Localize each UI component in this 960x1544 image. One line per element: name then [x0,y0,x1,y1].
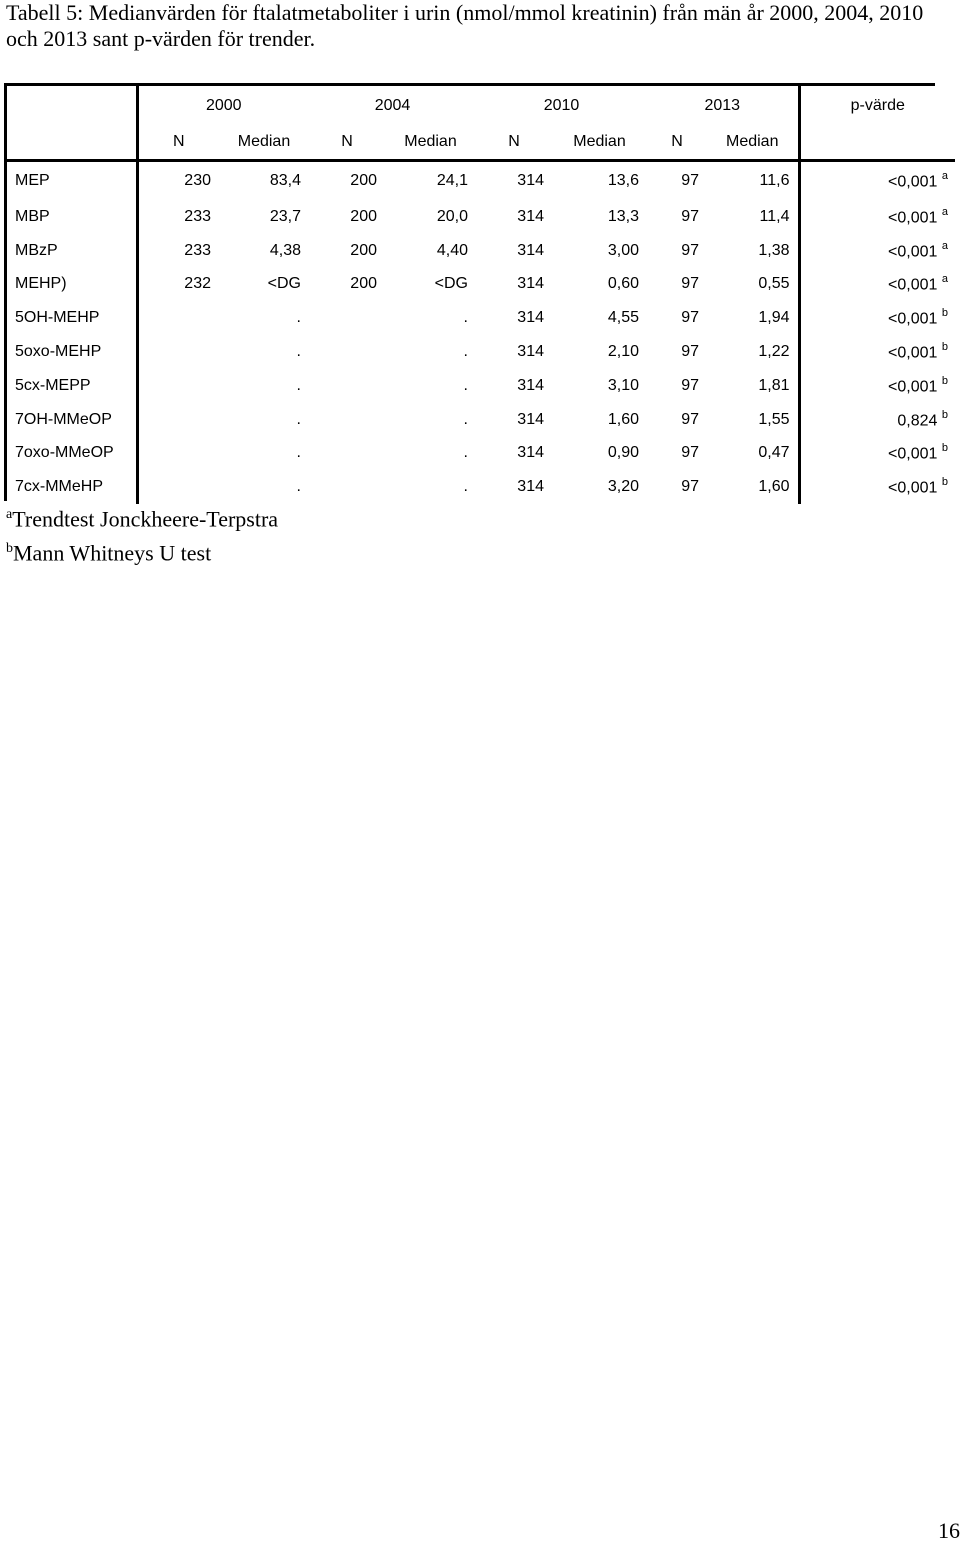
row-label: 7cx-MMeHP [7,470,137,504]
table-cell-m2013: 1,94 [758,309,790,327]
table-cell-n2004 [309,437,385,471]
p-value-cell [799,301,955,335]
table-cell-m2013: 11,4 [759,207,790,225]
p-value-footnote-mark: b [941,374,948,387]
table-cell-m2004: 20,0 [436,207,468,225]
table-cell-m2013: 11,6 [759,172,790,189]
table-cell-n2004 [309,369,385,403]
table-cell-m2013: 0,47 [758,444,790,462]
table-cell-m2013: 1,22 [758,343,790,361]
p-value-footnote-mark: b [941,408,948,421]
table-cell-m2000: . [296,444,301,462]
table-cell-n2013: 97 [681,376,699,394]
p-value-cell [799,437,955,471]
p-value: 0,824 [897,411,938,429]
table-cell-n2000 [137,437,219,471]
table-cell-m2013: 1,38 [758,241,790,259]
table-cell-m2013: 0,55 [758,275,790,293]
p-value: <0,001 [888,173,938,191]
row-label: MEHP) [7,268,137,302]
data-table [7,86,955,504]
table-cell-m2000: . [296,376,301,394]
table-cell-n2004: 200 [350,172,377,189]
table-cell-m2010: 13,3 [607,207,639,225]
table-cell-m2000: 83,4 [269,172,301,189]
table-row [7,268,955,302]
table-cell-n2013: 97 [681,275,699,293]
col-header-median: Median [707,125,799,161]
footnotes [6,500,278,569]
table-cell-m2013: 1,55 [758,410,790,428]
p-value: <0,001 [888,378,938,396]
table-cell-n2013: 97 [681,343,699,361]
table-cell-n2004 [309,335,385,369]
table-cell-n2010: 314 [517,343,544,361]
table-cell-m2010: 1,60 [607,410,639,428]
year-header-2004: 2004 [374,96,411,114]
table-cell-m2004: . [463,376,468,394]
p-value-footnote-mark: b [941,476,948,489]
row-label: MEP [7,161,137,201]
table-cell-n2004 [309,470,385,504]
row-label: MBP [7,200,137,234]
table-cell-n2000: 233 [184,207,211,225]
footnote-mark: b [6,541,13,557]
p-value-cell [799,470,955,504]
table-cell-n2010: 314 [517,410,544,428]
table-row [7,234,955,268]
p-value-cell [799,200,955,234]
col-header-n: N [476,125,552,161]
table-cell-m2010: 3,10 [607,376,639,394]
p-value-cell [799,403,955,437]
table-cell-m2004: 24,1 [436,172,468,189]
table-cell-m2004: . [463,478,468,496]
page-number: 16 [938,1518,960,1543]
footnote-mark: a [6,507,13,522]
year-header-row [7,86,955,125]
footnote-a [6,500,278,534]
table-cell-m2010: 2,10 [607,343,639,361]
p-value-cell [799,268,955,302]
col-header-n: N [309,125,385,161]
p-value-footnote-mark: a [941,169,948,182]
table-cell-m2004: <DG [434,275,468,293]
table-cell-m2000: 23,7 [269,207,301,225]
p-value-footnote-mark: b [941,340,948,353]
col-header-median: Median [552,125,647,161]
table-cell-m2000: . [296,478,301,496]
table-cell-n2000: 233 [184,241,211,259]
table-row [7,161,955,201]
table-cell-n2004: 200 [350,207,377,225]
table-cell-n2013: 97 [681,172,699,189]
table-cell-n2000: 230 [184,172,211,189]
table-row [7,301,955,335]
table-cell-n2010: 314 [517,309,544,327]
col-header-n: N [647,125,707,161]
p-value-footnote-mark: a [941,273,948,286]
table-caption: Tabell 5: Medianvärden för ftalatmetaboliter i urin (nmol/mmol kreatinin) från män år 2000, 2004, 2010 och 2013 sant p-värden för trender. [6,0,924,51]
table-cell-m2000: . [296,343,301,361]
table-cell-n2013: 97 [681,309,699,327]
table-cell-n2000 [137,403,219,437]
table-cell-m2010: 3,00 [607,241,639,259]
table-cell-m2010: 3,20 [607,478,639,496]
p-value-footnote-mark: a [941,205,948,218]
row-label: 5cx-MEPP [7,369,137,403]
p-value-footnote-mark: b [941,307,948,320]
row-label: 5oxo-MEHP [7,335,137,369]
p-value: <0,001 [888,310,938,328]
table-cell-m2010: 13,6 [607,172,639,189]
table-row [7,335,955,369]
row-label: 7oxo-MMeOP [7,437,137,471]
footnote-b [6,534,278,568]
table-cell-n2013: 97 [681,241,699,259]
year-header-2013: 2013 [704,96,741,114]
p-value-header: p-värde [799,86,955,125]
table-cell-n2004: 200 [350,275,377,293]
table-cell-m2004: . [463,343,468,361]
col-header-median: Median [385,125,476,161]
row-label: MBzP [7,234,137,268]
table-cell-n2013: 97 [681,444,699,462]
table-cell-m2004: . [463,309,468,327]
p-value-cell [799,335,955,369]
table-cell-n2010: 314 [517,376,544,394]
table-row [7,200,955,234]
col-header-median: Median [219,125,309,161]
row-label: 5OH-MEHP [7,301,137,335]
table-row [7,403,955,437]
p-value: <0,001 [888,445,938,463]
table-cell-m2010: 4,55 [607,309,639,327]
table-cell-m2010: 0,60 [607,275,639,293]
table-cell-n2013: 97 [681,410,699,428]
p-value: <0,001 [888,242,938,260]
table-cell-m2013: 1,60 [758,478,790,496]
table-cell-n2000 [137,369,219,403]
table-cell-m2013: 1,81 [758,376,790,394]
p-value-footnote-mark: b [941,442,948,455]
table-cell-m2004: . [463,444,468,462]
table-cell-m2000: . [296,309,301,327]
data-table-frame [4,83,948,501]
table-cell-n2013: 97 [681,207,699,225]
table-row [7,369,955,403]
p-value: <0,001 [888,479,938,497]
table-cell-n2013: 97 [681,478,699,496]
p-value: <0,001 [888,209,938,227]
table-cell-n2010: 314 [517,478,544,496]
year-header-2000: 2000 [205,96,242,114]
table-cell-n2000: 232 [184,275,211,293]
table-cell-n2004 [309,403,385,437]
table-cell-n2010: 314 [517,275,544,293]
year-header-2010: 2010 [543,96,580,114]
table-cell-m2004: . [463,410,468,428]
table-cell-m2000: <DG [267,275,301,293]
table-cell-n2004: 200 [350,241,377,259]
table-cell-m2010: 0,90 [607,444,639,462]
table-cell-n2010: 314 [517,207,544,225]
table-cell-m2000: 4,38 [269,241,301,259]
table-cell-n2010: 314 [517,444,544,462]
col-header-n: N [137,125,219,161]
p-value-cell [799,234,955,268]
table-cell-n2000 [137,301,219,335]
p-value-cell [799,369,955,403]
table-cell-n2004 [309,301,385,335]
subheader-row [7,125,955,161]
footnote-text: Trendtest Jonckheere-Terpstra [12,506,279,532]
p-value: <0,001 [888,276,938,294]
table-cell-n2000 [137,335,219,369]
table-cell-m2000: . [296,410,301,428]
table-cell-m2004: 4,40 [436,241,468,259]
row-label: 7OH-MMeOP [7,403,137,437]
p-value: <0,001 [888,344,938,362]
p-value-footnote-mark: a [941,239,948,252]
table-cell-n2010: 314 [517,172,544,189]
table-body [7,161,955,505]
p-value-cell [799,161,955,201]
footnote-text: Mann Whitneys U test [13,540,212,566]
table-cell-n2010: 314 [517,241,544,259]
table-row [7,437,955,471]
